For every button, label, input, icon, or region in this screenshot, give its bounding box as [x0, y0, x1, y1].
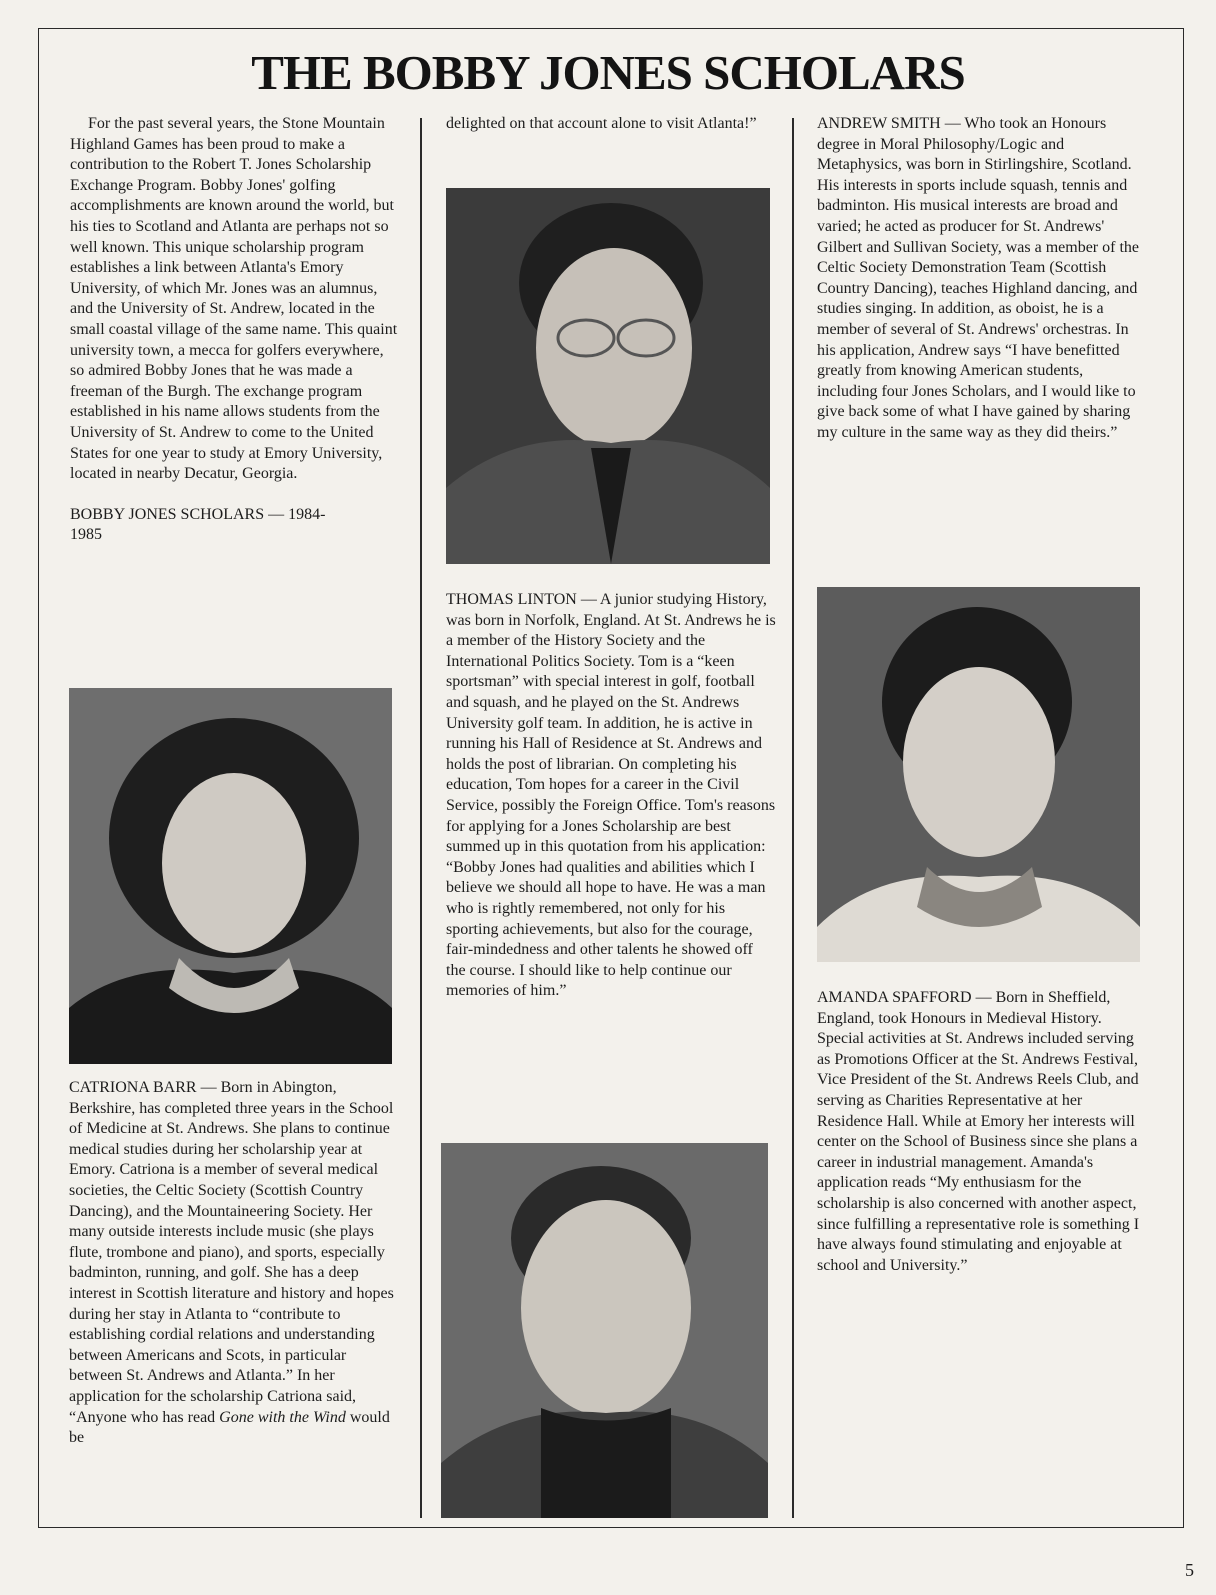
page-number: 5 [1185, 1560, 1194, 1580]
barr-bio-text: CATRIONA BARR — Born in Abington, Berkshire, has completed three years in the School of Medicine at St. Andrews. She plans to continue medical studies during her scholarship year at Emory. Catriona is a member of several medical societies, the Celtic Society (Scottish Country Dancing), and the Mountaineering Society. Her many outside interests include music (she plays flute, trombone and piano), and sports, especially badminton, running, and golf. She has a deep interest in Scottish literature and history and hopes during her stay in Atlanta to “contribute to establishing cordial relations and understanding between Americans and Scots, in particular between St. Andrews and Atlanta.” In her application for the scholarship Catriona said, “Anyone who has read [69, 1079, 394, 1426]
column-divider [792, 118, 794, 1518]
barr-bio-end: would be [69, 1408, 390, 1447]
photo-thomas-linton [446, 188, 770, 564]
page-title: THE BOBBY JONES SCHOLARS [251, 45, 965, 100]
column-left [70, 114, 400, 546]
spafford-bio [817, 988, 1147, 1276]
smith-bio-text: ANDREW SMITH — Who took an Honours degree in Moral Philosophy/Logic and Metaphysics, was born in Stirlingshire, Scotland. His interests in sports include squash, tennis and badminton. His musical interests are broad and varied; he acted as producer for St. Andrews' Gilbert and Sullivan Society, was a member of the Celtic Society Demonstration Team (Scottish Country Dancing), teaches Highland dancing, and studies singing. In addition, as oboist, he is a member of several of St. Andrews' orchestras. In his application, Andrew says “I have benefitted greatly from knowing American students, including four Jones Scholars, and I would like to give back some of what I have gained by sharing my culture in the same way as they did theirs.” [817, 115, 1139, 441]
linton-bio-text: THOMAS LINTON — A junior studying History, was born in Norfolk, England. At St. Andrews he is a member of the History Society and the International Politics Society. Tom is a “keen sportsman” with special interest in golf, football and squash, and he played on the St. Andrews University golf team. In addition, he is active in running his Hall of Residence at St. Andrews and holds the post of librarian. On completing his education, Tom hopes for a career in the Civil Service, possibly the Foreign Office. Tom's reasons for applying for a Jones Scholarship are best summed up in this quotation from his application: “Bobby Jones had qualities and abilities which I believe we should all hope to have. He was a man who is rightly remembered, not only for his sporting achievements, but also for the courage, fair-mindedness and other talents he showed off the course. I should like to help continue our memories of him.” [446, 591, 776, 1000]
intro-paragraph: For the past several years, the Stone Mountain Highland Games has been proud to make a contribution to the Robert T. Jones Scholarship Exchange Program. Bobby Jones' golfing accomplishments are known around the world, but his ties to Scotland and Atlanta are perhaps not so well known. This unique scholarship program establishes a link between Atlanta's Emory University, of which Mr. Jones was an alumnus, and the University of St. Andrew, located in the small coastal village of the same name. This quaint university town, a mecca for golfers everywhere, so admired Bobby Jones that he was made a freeman of the Burgh. The exchange program established in his name allows students from the University of St. Andrew to come to the United States for one year to study at Emory University, located in nearby Decatur, Georgia. [70, 115, 398, 483]
column-right [817, 114, 1147, 444]
column-middle [446, 114, 776, 135]
scholars-heading: BOBBY JONES SCHOLARS — 1984-1985 [70, 505, 326, 544]
barr-book-title: Gone with the Wind [219, 1408, 346, 1426]
photo-andrew-smith [441, 1143, 768, 1518]
barr-bio-continued: delighted on that account alone to visit Atlanta!” [446, 115, 757, 132]
spafford-bio-text: AMANDA SPAFFORD — Born in Sheffield, England, took Honours in Medieval History. Special activities at St. Andrews included serving as Promotions Officer at the St. Andrews Festival, Vice President of the St. Andrews Reels Club, and serving as Charities Representative at her Residence Hall. While at Emory her interests will center on the School of Business since she plans a career in industrial management. Amanda's application reads “My enthusiasm for the scholarship is also concerned with another aspect, since fulfilling a representative role is something I have always found stimulating and enjoyable at school and University.” [817, 989, 1140, 1274]
barr-bio [69, 1078, 399, 1449]
photo-amanda-spafford [817, 587, 1140, 962]
photo-catriona-barr [69, 688, 392, 1064]
column-divider [420, 118, 422, 1518]
linton-bio [446, 590, 776, 1002]
